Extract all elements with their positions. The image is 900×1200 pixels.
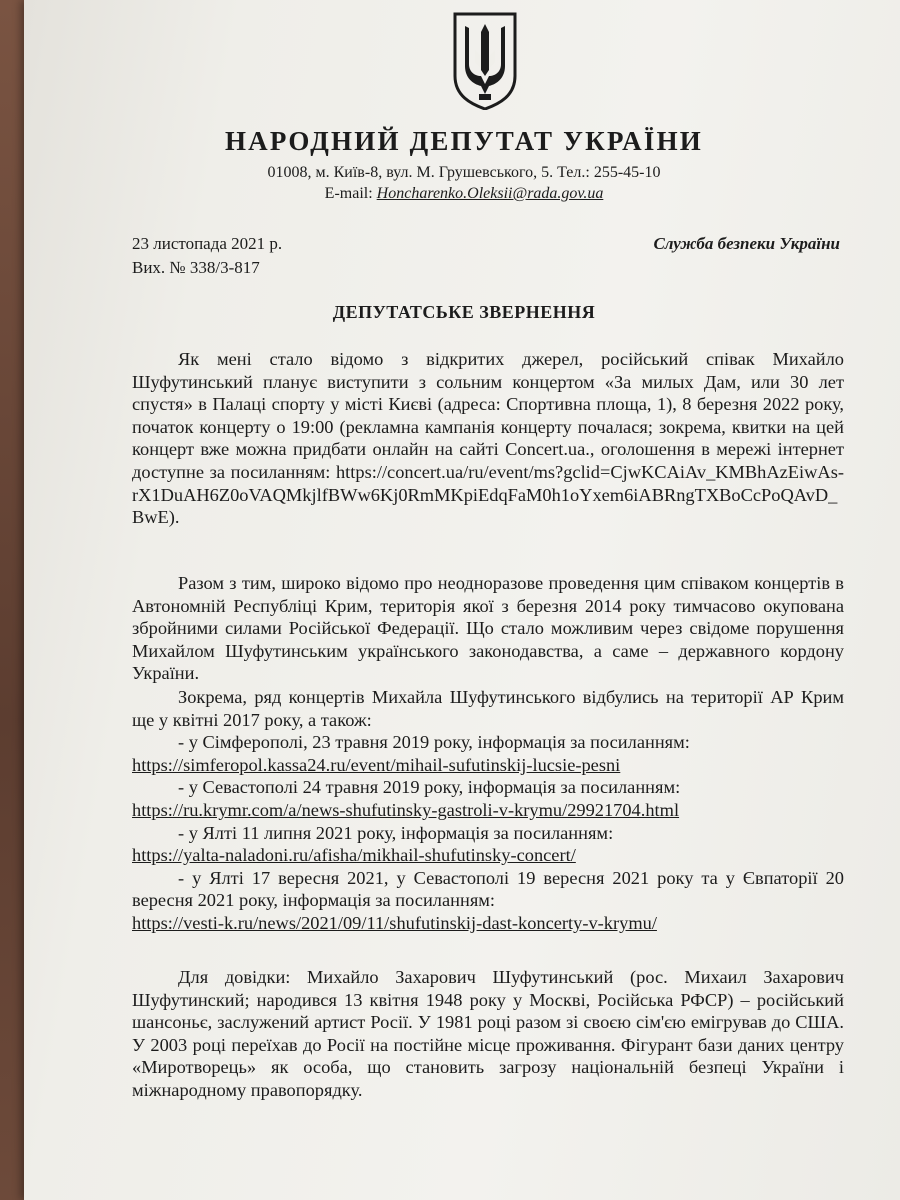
concert-item-text: - у Севастополі 24 травня 2019 року, інформація за посиланням: xyxy=(178,777,681,798)
header-email-line xyxy=(24,185,900,203)
concert-item xyxy=(132,822,844,867)
header-address: 01008, м. Київ-8, вул. М. Грушевського, 5. Тел.: 255-45-10 xyxy=(267,164,661,181)
concert-item-text: - у Ялті 17 вересня 2021, у Севастополі 19 вересня 2021 року та у Євпаторії 20 вересня 2021 року, інформація за посиланням: xyxy=(132,867,844,911)
paragraph-concert-announcement xyxy=(132,348,844,529)
concert-item-link[interactable]: https://vesti-k.ru/news/2021/09/11/shufutinskij-dast-koncerty-v-krymu/ xyxy=(132,912,657,933)
paragraph1-text: Як мені стало відомо з відкритих джерел, російський співак Михайло Шуфутинський планує виступити з сольним концертом «За милых Дам, или 30 лет спустя» в Палаці спорту у місті Києві (адреса: Спортивна площа, 1), 8 березня 2022 року, початок концерту о 19:00 (рекламна кампанія концерту почалася; зокрема, квитки на цей концерт вже можна придбати онлайн на сайті Concert.ua., оголошення в мережі інтернет доступне за посиланням: xyxy=(132,349,844,482)
paragraph-concerts-intro: Зокрема, ряд концертів Михайла Шуфутинського відбулись на території АР Крим ще у квітні 2017 року, а також: xyxy=(132,687,844,730)
concert-item-link[interactable]: https://ru.krymr.com/a/news-shufutinsky-gastroli-v-krymu/29921704.html xyxy=(132,799,680,820)
concert-item-text: - у Ялті 11 липня 2021 року, інформація за посиланням: xyxy=(178,822,614,843)
concert-item-text: - у Сімферополі, 23 травня 2019 року, інформація за посиланням: xyxy=(178,732,690,753)
concert-ua-url[interactable]: https://concert.ua/ru/event/ms?gclid=CjwKCAiAv_KMBhAzEiwAs-rX1DuAH6Z0oVAQMkjlfBWw6Kj0RmMKpiEdqFaM0h1oYxem6iABRngTXBoCcPoQAvD_BwE xyxy=(132,461,844,528)
paragraph-crimea: Разом з тим, широко відомо про неодноразове проведення цим співаком концертів в Автономній Республіці Крим, територія якої з березня 2014 року тимчасово окупована збройними силами Російської Федерації. Що стало можливим через свідоме порушення Михайлом Шуфутинським українського законодавства, а саме – державного кордону України. xyxy=(132,573,844,684)
concerts-section xyxy=(132,686,844,935)
header-title: НАРОДНИЙ ДЕПУТАТ УКРАЇНИ xyxy=(224,126,703,156)
concert-item xyxy=(132,731,844,776)
outgoing-number: Вих. № 338/3-817 xyxy=(132,258,260,277)
paragraph1-tail: ). xyxy=(168,507,180,528)
concert-item xyxy=(132,867,844,935)
document-title: ДЕПУТАТСЬКЕ ЗВЕРНЕННЯ xyxy=(332,302,596,322)
document-date: 23 листопада 2021 р. xyxy=(132,234,283,253)
recipient: Служба безпеки України xyxy=(653,234,840,253)
concert-item-link[interactable]: https://yalta-naladoni.ru/afisha/mikhail-shufutinsky-concert/ xyxy=(132,845,576,866)
concert-item xyxy=(132,776,844,821)
trident-icon xyxy=(449,10,521,110)
email-label: E-mail: xyxy=(324,185,377,202)
document-page xyxy=(24,0,900,1200)
paragraph-reference-info: Для довідки: Михайло Захарович Шуфутинський (рос. Михаил Захарович Шуфутинский; народився 13 квітня 1948 року у Москві, Російська РФСР) – російський шансоньє, заслужений артист Росії. У 1981 році разом зі своєю сім'єю емігрував до США. У 2003 році переїхав до Росії на постійне місце проживання. Фігурант бази даних центру «Миротворець» як особа, що становить загрозу національній безпеці України і міжнародному правопорядку. xyxy=(132,967,844,1100)
concert-item-link[interactable]: https://simferopol.kassa24.ru/event/mihail-sufutinskij-lucsie-pesni xyxy=(132,754,621,775)
email-link[interactable]: Honcharenko.Oleksii@rada.gov.ua xyxy=(376,185,604,202)
